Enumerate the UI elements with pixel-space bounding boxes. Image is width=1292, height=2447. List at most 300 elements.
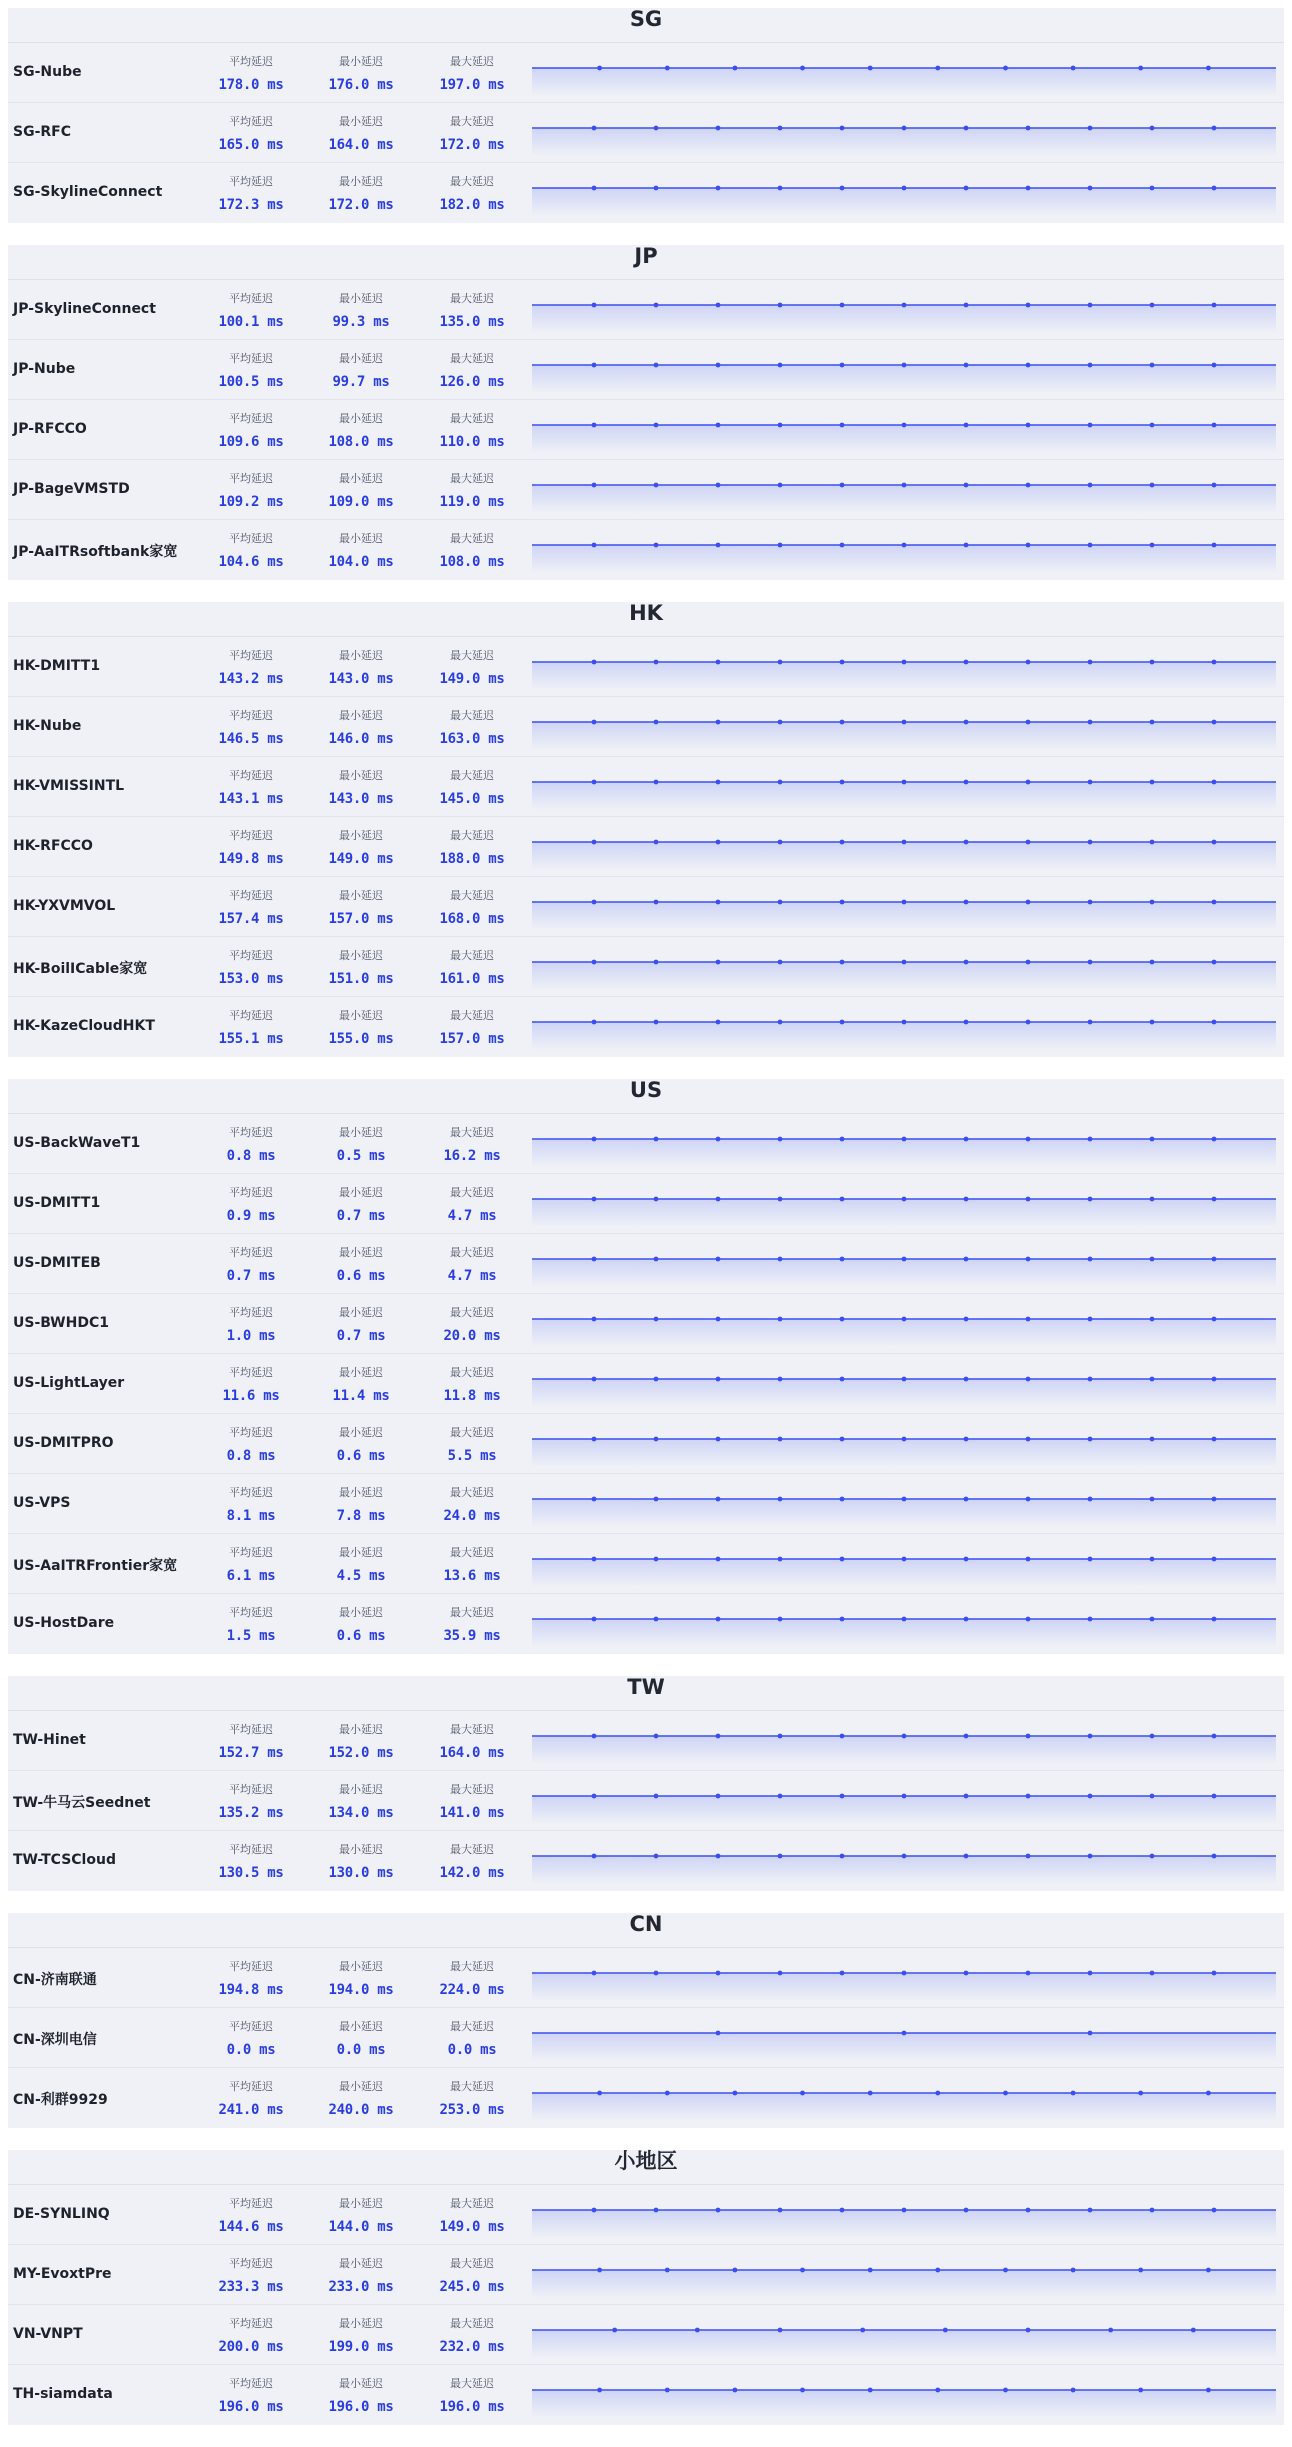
sparkline-point [654,660,659,665]
node-row[interactable] [8,1711,1284,1771]
min-latency-label: 最小延迟 [339,1126,383,1139]
node-row[interactable] [8,43,1284,103]
avg-latency-stat [196,1185,306,1225]
sparkline-point [716,900,721,905]
min-latency-stat [306,1305,416,1345]
sparkline-point [1212,1617,1217,1622]
avg-latency-stat [196,351,306,391]
sparkline-point [1088,2208,1093,2213]
sparkline-point [902,1377,907,1382]
node-row[interactable] [8,2305,1284,2365]
sparkline-point [1212,1557,1217,1562]
region-title: JP [8,245,1284,280]
sparkline-point [1071,2091,1076,2096]
node-row[interactable] [8,103,1284,163]
avg-latency-value: 153.0 ms [218,971,284,987]
max-latency-label: 最大延迟 [450,709,494,722]
avg-latency-label: 平均延迟 [229,829,273,842]
sparkline-point [778,1794,783,1799]
latency-sparkline[interactable] [532,2255,1276,2300]
latency-sparkline[interactable] [532,350,1276,395]
node-row[interactable] [8,2245,1284,2305]
sparkline-point [654,543,659,548]
min-latency-label: 最小延迟 [339,709,383,722]
min-latency-stat [306,1605,416,1645]
sparkline-point [868,2268,873,2273]
sparkline-point [1212,483,1217,488]
latency-sparkline[interactable] [532,470,1276,515]
sparkline-point [902,126,907,131]
sparkline-area [532,2330,1276,2358]
sparkline-point [964,660,969,665]
max-latency-stat [417,1008,527,1048]
min-latency-label: 最小延迟 [339,472,383,485]
sparkline-point [654,483,659,488]
sparkline-point [778,780,783,785]
sparkline-area [532,1559,1276,1587]
min-latency-value: 155.0 ms [328,1031,394,1047]
region-title: CN [8,1913,1284,1948]
max-latency-stat [417,351,527,391]
node-name: SG-SkylineConnect [13,184,163,200]
latency-sparkline[interactable] [532,1244,1276,1289]
sparkline-point [1026,1257,1031,1262]
sparkline-point [840,1317,845,1322]
node-row[interactable] [8,1174,1284,1234]
sparkline-point [654,1020,659,1025]
avg-latency-value: 0.9 ms [226,1208,276,1224]
sparkline-point [778,1437,783,1442]
sparkline-point [778,1854,783,1859]
sparkline-point [1150,960,1155,965]
min-latency-value: 233.0 ms [328,2279,394,2295]
latency-sparkline[interactable] [532,1544,1276,1589]
avg-latency-label: 平均延迟 [229,949,273,962]
sparkline-point [1088,720,1093,725]
max-latency-stat [417,114,527,154]
sparkline-point [1150,1794,1155,1799]
sparkline-point [840,303,845,308]
sparkline-point [695,2328,700,2333]
node-row[interactable] [8,163,1284,223]
sparkline-point [654,1197,659,1202]
min-latency-value: 151.0 ms [328,971,394,987]
max-latency-value: 224.0 ms [439,1982,505,1998]
sparkline-point [964,1854,969,1859]
node-name: JP-AaITRsoftbank家宽 [13,544,178,560]
sparkline-point [1026,960,1031,965]
min-latency-label: 最小延迟 [339,292,383,305]
max-latency-stat [417,1782,527,1822]
sparkline-point [840,720,845,725]
sparkline-point [1150,1137,1155,1142]
sparkline-point [840,960,845,965]
sparkline-point [1026,1794,1031,1799]
sparkline-point [1212,960,1217,965]
latency-sparkline[interactable] [532,530,1276,575]
sparkline-point [1150,1617,1155,1622]
sparkline-point [1088,1794,1093,1799]
sparkline-area [532,2210,1276,2238]
sparkline-point [1212,1437,1217,1442]
latency-sparkline[interactable] [532,947,1276,992]
node-row[interactable] [8,280,1284,340]
max-latency-stat [417,1842,527,1882]
region-group [8,1079,1284,1654]
node-row[interactable] [8,2008,1284,2068]
avg-latency-value: 200.0 ms [218,2339,284,2355]
sparkline-point [1212,303,1217,308]
max-latency-value: 182.0 ms [439,197,505,213]
sparkline-point [654,1617,659,1622]
min-latency-value: 194.0 ms [328,1982,394,1998]
node-row[interactable] [8,1414,1284,1474]
node-name: TW-Hinet [13,1732,86,1748]
region-group [8,245,1284,580]
sparkline-point [1071,2268,1076,2273]
max-latency-value: 24.0 ms [443,1508,501,1524]
latency-sparkline[interactable] [532,1721,1276,1766]
avg-latency-label: 平均延迟 [229,532,273,545]
sparkline-point [1026,1557,1031,1562]
avg-latency-value: 109.2 ms [218,494,284,510]
node-name: JP-SkylineConnect [13,301,156,317]
node-name: DE-SYNLINQ [13,2206,110,2222]
max-latency-stat [417,948,527,988]
avg-latency-value: 152.7 ms [218,1745,284,1761]
latency-sparkline[interactable] [532,1484,1276,1529]
latency-sparkline[interactable] [532,1958,1276,2003]
latency-sparkline[interactable] [532,707,1276,752]
min-latency-value: 99.7 ms [332,374,390,390]
min-latency-label: 最小延迟 [339,175,383,188]
node-row[interactable] [8,460,1284,520]
sparkline-point [778,2208,783,2213]
sparkline-point [592,2208,597,2213]
sparkline-point [1088,1557,1093,1562]
sparkline-point [860,2328,865,2333]
sparkline-point [654,1377,659,1382]
sparkline-point [1212,1734,1217,1739]
latency-sparkline[interactable] [532,2375,1276,2420]
sparkline-point [654,2208,659,2213]
latency-sparkline[interactable] [532,1364,1276,1409]
node-name: US-BackWaveT1 [13,1135,141,1151]
min-latency-label: 最小延迟 [339,1426,383,1439]
sparkline-point [840,1734,845,1739]
max-latency-label: 最大延迟 [450,949,494,962]
avg-latency-stat [196,768,306,808]
min-latency-value: 7.8 ms [336,1508,386,1524]
node-row[interactable] [8,937,1284,997]
max-latency-value: 4.7 ms [447,1268,497,1284]
avg-latency-value: 165.0 ms [218,137,284,153]
latency-sparkline[interactable] [532,1841,1276,1886]
min-latency-value: 134.0 ms [328,1805,394,1821]
max-latency-value: 188.0 ms [439,851,505,867]
sparkline-point [778,483,783,488]
max-latency-stat [417,174,527,214]
sparkline-point [868,2388,873,2393]
max-latency-value: 161.0 ms [439,971,505,987]
avg-latency-value: 8.1 ms [226,1508,276,1524]
max-latency-value: 108.0 ms [439,554,505,570]
avg-latency-value: 11.6 ms [222,1388,280,1404]
latency-sparkline[interactable] [532,1124,1276,1169]
node-row[interactable] [8,2185,1284,2245]
node-row[interactable] [8,757,1284,817]
avg-latency-label: 平均延迟 [229,472,273,485]
node-row[interactable] [8,877,1284,937]
avg-latency-label: 平均延迟 [229,1783,273,1796]
avg-latency-label: 平均延迟 [229,2080,273,2093]
sparkline-point [1212,1137,1217,1142]
sparkline-point [1191,2328,1196,2333]
latency-sparkline[interactable] [532,1424,1276,1469]
node-name: VN-VNPT [13,2326,83,2342]
sparkline-point [1026,543,1031,548]
min-latency-value: 196.0 ms [328,2399,394,2415]
max-latency-stat [417,1605,527,1645]
sparkline-point [716,126,721,131]
avg-latency-stat [196,2079,306,2119]
sparkline-point [1212,2208,1217,2213]
region-title: HK [8,602,1284,637]
node-row[interactable] [8,697,1284,757]
min-latency-value: 109.0 ms [328,494,394,510]
sparkline-area [532,782,1276,810]
node-name: HK-RFCCO [13,838,93,854]
node-name: SG-Nube [13,64,82,80]
sparkline-point [654,780,659,785]
min-latency-label: 最小延迟 [339,1009,383,1022]
sparkline-point [592,1794,597,1799]
avg-latency-label: 平均延迟 [229,1426,273,1439]
max-latency-value: 172.0 ms [439,137,505,153]
sparkline-point [964,1557,969,1562]
sparkline-point [1088,1437,1093,1442]
min-latency-value: 0.6 ms [336,1268,386,1284]
sparkline-point [840,483,845,488]
sparkline-point [1138,2268,1143,2273]
min-latency-stat [306,1185,416,1225]
sparkline-point [840,126,845,131]
sparkline-point [840,1617,845,1622]
min-latency-stat [306,1782,416,1822]
sparkline-point [716,1020,721,1025]
node-name: HK-Nube [13,718,82,734]
sparkline-point [1088,1020,1093,1025]
max-latency-label: 最大延迟 [450,1426,494,1439]
sparkline-point [592,1257,597,1262]
node-name: CN-利群9929 [13,2092,108,2108]
min-latency-value: 152.0 ms [328,1745,394,1761]
sparkline-point [733,66,738,71]
sparkline-point [654,1497,659,1502]
region-title: 小地区 [8,2150,1284,2185]
sparkline-point [654,1257,659,1262]
min-latency-stat [306,1245,416,1285]
max-latency-stat [417,1305,527,1345]
avg-latency-label: 平均延迟 [229,2377,273,2390]
node-row[interactable] [8,1948,1284,2008]
min-latency-label: 最小延迟 [339,2197,383,2210]
node-row[interactable] [8,1234,1284,1294]
avg-latency-stat [196,1008,306,1048]
sparkline-area [532,2270,1276,2298]
node-row[interactable] [8,340,1284,400]
min-latency-value: 130.0 ms [328,1865,394,1881]
sparkline-area [532,1319,1276,1347]
sparkline-point [902,543,907,548]
node-row[interactable] [8,997,1284,1057]
min-latency-value: 0.6 ms [336,1448,386,1464]
min-latency-value: 4.5 ms [336,1568,386,1584]
sparkline-point [1150,720,1155,725]
latency-sparkline[interactable] [532,1184,1276,1229]
sparkline-point [654,1437,659,1442]
min-latency-label: 最小延迟 [339,1186,383,1199]
avg-latency-stat [196,2376,306,2416]
latency-sparkline[interactable] [532,647,1276,692]
sparkline-point [1088,1317,1093,1322]
max-latency-stat [417,54,527,94]
sparkline-point [1088,660,1093,665]
max-latency-stat [417,1125,527,1165]
sparkline-point [592,543,597,548]
avg-latency-stat [196,531,306,571]
avg-latency-label: 平均延迟 [229,1546,273,1559]
max-latency-stat [417,1722,527,1762]
region-title: SG [8,8,1284,43]
sparkline-point [733,2268,738,2273]
min-latency-value: 0.7 ms [336,1328,386,1344]
sparkline-point [840,1854,845,1859]
min-latency-label: 最小延迟 [339,55,383,68]
sparkline-point [902,660,907,665]
node-row[interactable] [8,2068,1284,2128]
region-group [8,2150,1284,2425]
node-row[interactable] [8,1831,1284,1891]
node-row[interactable] [8,637,1284,697]
latency-sparkline[interactable] [532,827,1276,872]
sparkline-point [716,1197,721,1202]
avg-latency-label: 平均延迟 [229,1843,273,1856]
region-title: US [8,1079,1284,1114]
region-group [8,602,1284,1057]
sparkline-point [1212,126,1217,131]
max-latency-value: 13.6 ms [443,1568,501,1584]
sparkline-point [716,1617,721,1622]
latency-sparkline[interactable] [532,53,1276,98]
latency-sparkline[interactable] [532,173,1276,218]
sparkline-point [1206,2091,1211,2096]
sparkline-point [716,1794,721,1799]
node-row[interactable] [8,1534,1284,1594]
latency-sparkline[interactable] [532,2078,1276,2123]
max-latency-label: 最大延迟 [450,2317,494,2330]
min-latency-stat [306,1722,416,1762]
sparkline-point [1088,1257,1093,1262]
latency-sparkline[interactable] [532,767,1276,812]
sparkline-point [1150,1317,1155,1322]
min-latency-stat [306,174,416,214]
min-latency-stat [306,1545,416,1585]
latency-sparkline[interactable] [532,887,1276,932]
latency-sparkline[interactable] [532,1304,1276,1349]
avg-latency-label: 平均延迟 [229,2257,273,2270]
avg-latency-value: 0.8 ms [226,1448,276,1464]
sparkline-point [840,423,845,428]
max-latency-label: 最大延迟 [450,1843,494,1856]
sparkline-area [532,1139,1276,1167]
min-latency-value: 11.4 ms [332,1388,390,1404]
sparkline-point [778,1197,783,1202]
sparkline-point [597,2091,602,2096]
sparkline-point [778,1617,783,1622]
avg-latency-stat [196,1365,306,1405]
latency-sparkline[interactable] [532,1781,1276,1826]
node-row[interactable] [8,817,1284,877]
max-latency-value: 110.0 ms [439,434,505,450]
latency-sparkline[interactable] [532,1604,1276,1649]
sparkline-area [532,1379,1276,1407]
sparkline-point [592,1317,597,1322]
sparkline-point [964,840,969,845]
node-row[interactable] [8,2365,1284,2425]
sparkline-point [1026,126,1031,131]
sparkline-point [1026,1497,1031,1502]
avg-latency-value: 130.5 ms [218,1865,284,1881]
max-latency-label: 最大延迟 [450,2020,494,2033]
node-row[interactable] [8,1294,1284,1354]
sparkline-point [716,363,721,368]
latency-sparkline[interactable] [532,2195,1276,2240]
latency-sparkline[interactable] [532,2018,1276,2063]
sparkline-point [778,840,783,845]
latency-sparkline[interactable] [532,410,1276,455]
node-name: HK-BoilICable家宽 [13,961,148,977]
sparkline-point [1212,1317,1217,1322]
min-latency-stat [306,471,416,511]
max-latency-value: 149.0 ms [439,2219,505,2235]
min-latency-label: 最小延迟 [339,412,383,425]
min-latency-label: 最小延迟 [339,1723,383,1736]
node-row[interactable] [8,1354,1284,1414]
min-latency-stat [306,1425,416,1465]
avg-latency-value: 1.5 ms [226,1628,276,1644]
node-row[interactable] [8,1114,1284,1174]
latency-sparkline[interactable] [532,2315,1276,2360]
node-row[interactable] [8,400,1284,460]
node-row[interactable] [8,1594,1284,1654]
min-latency-stat [306,708,416,748]
sparkline-point [840,363,845,368]
sparkline-point [902,186,907,191]
sparkline-point [1088,960,1093,965]
node-row[interactable] [8,1474,1284,1534]
sparkline-point [778,720,783,725]
latency-sparkline[interactable] [532,290,1276,335]
max-latency-stat [417,2079,527,2119]
node-row[interactable] [8,520,1284,580]
sparkline-point [592,1437,597,1442]
latency-sparkline[interactable] [532,113,1276,158]
latency-sparkline[interactable] [532,1007,1276,1052]
min-latency-value: 146.0 ms [328,731,394,747]
node-row[interactable] [8,1771,1284,1831]
sparkline-point [902,363,907,368]
